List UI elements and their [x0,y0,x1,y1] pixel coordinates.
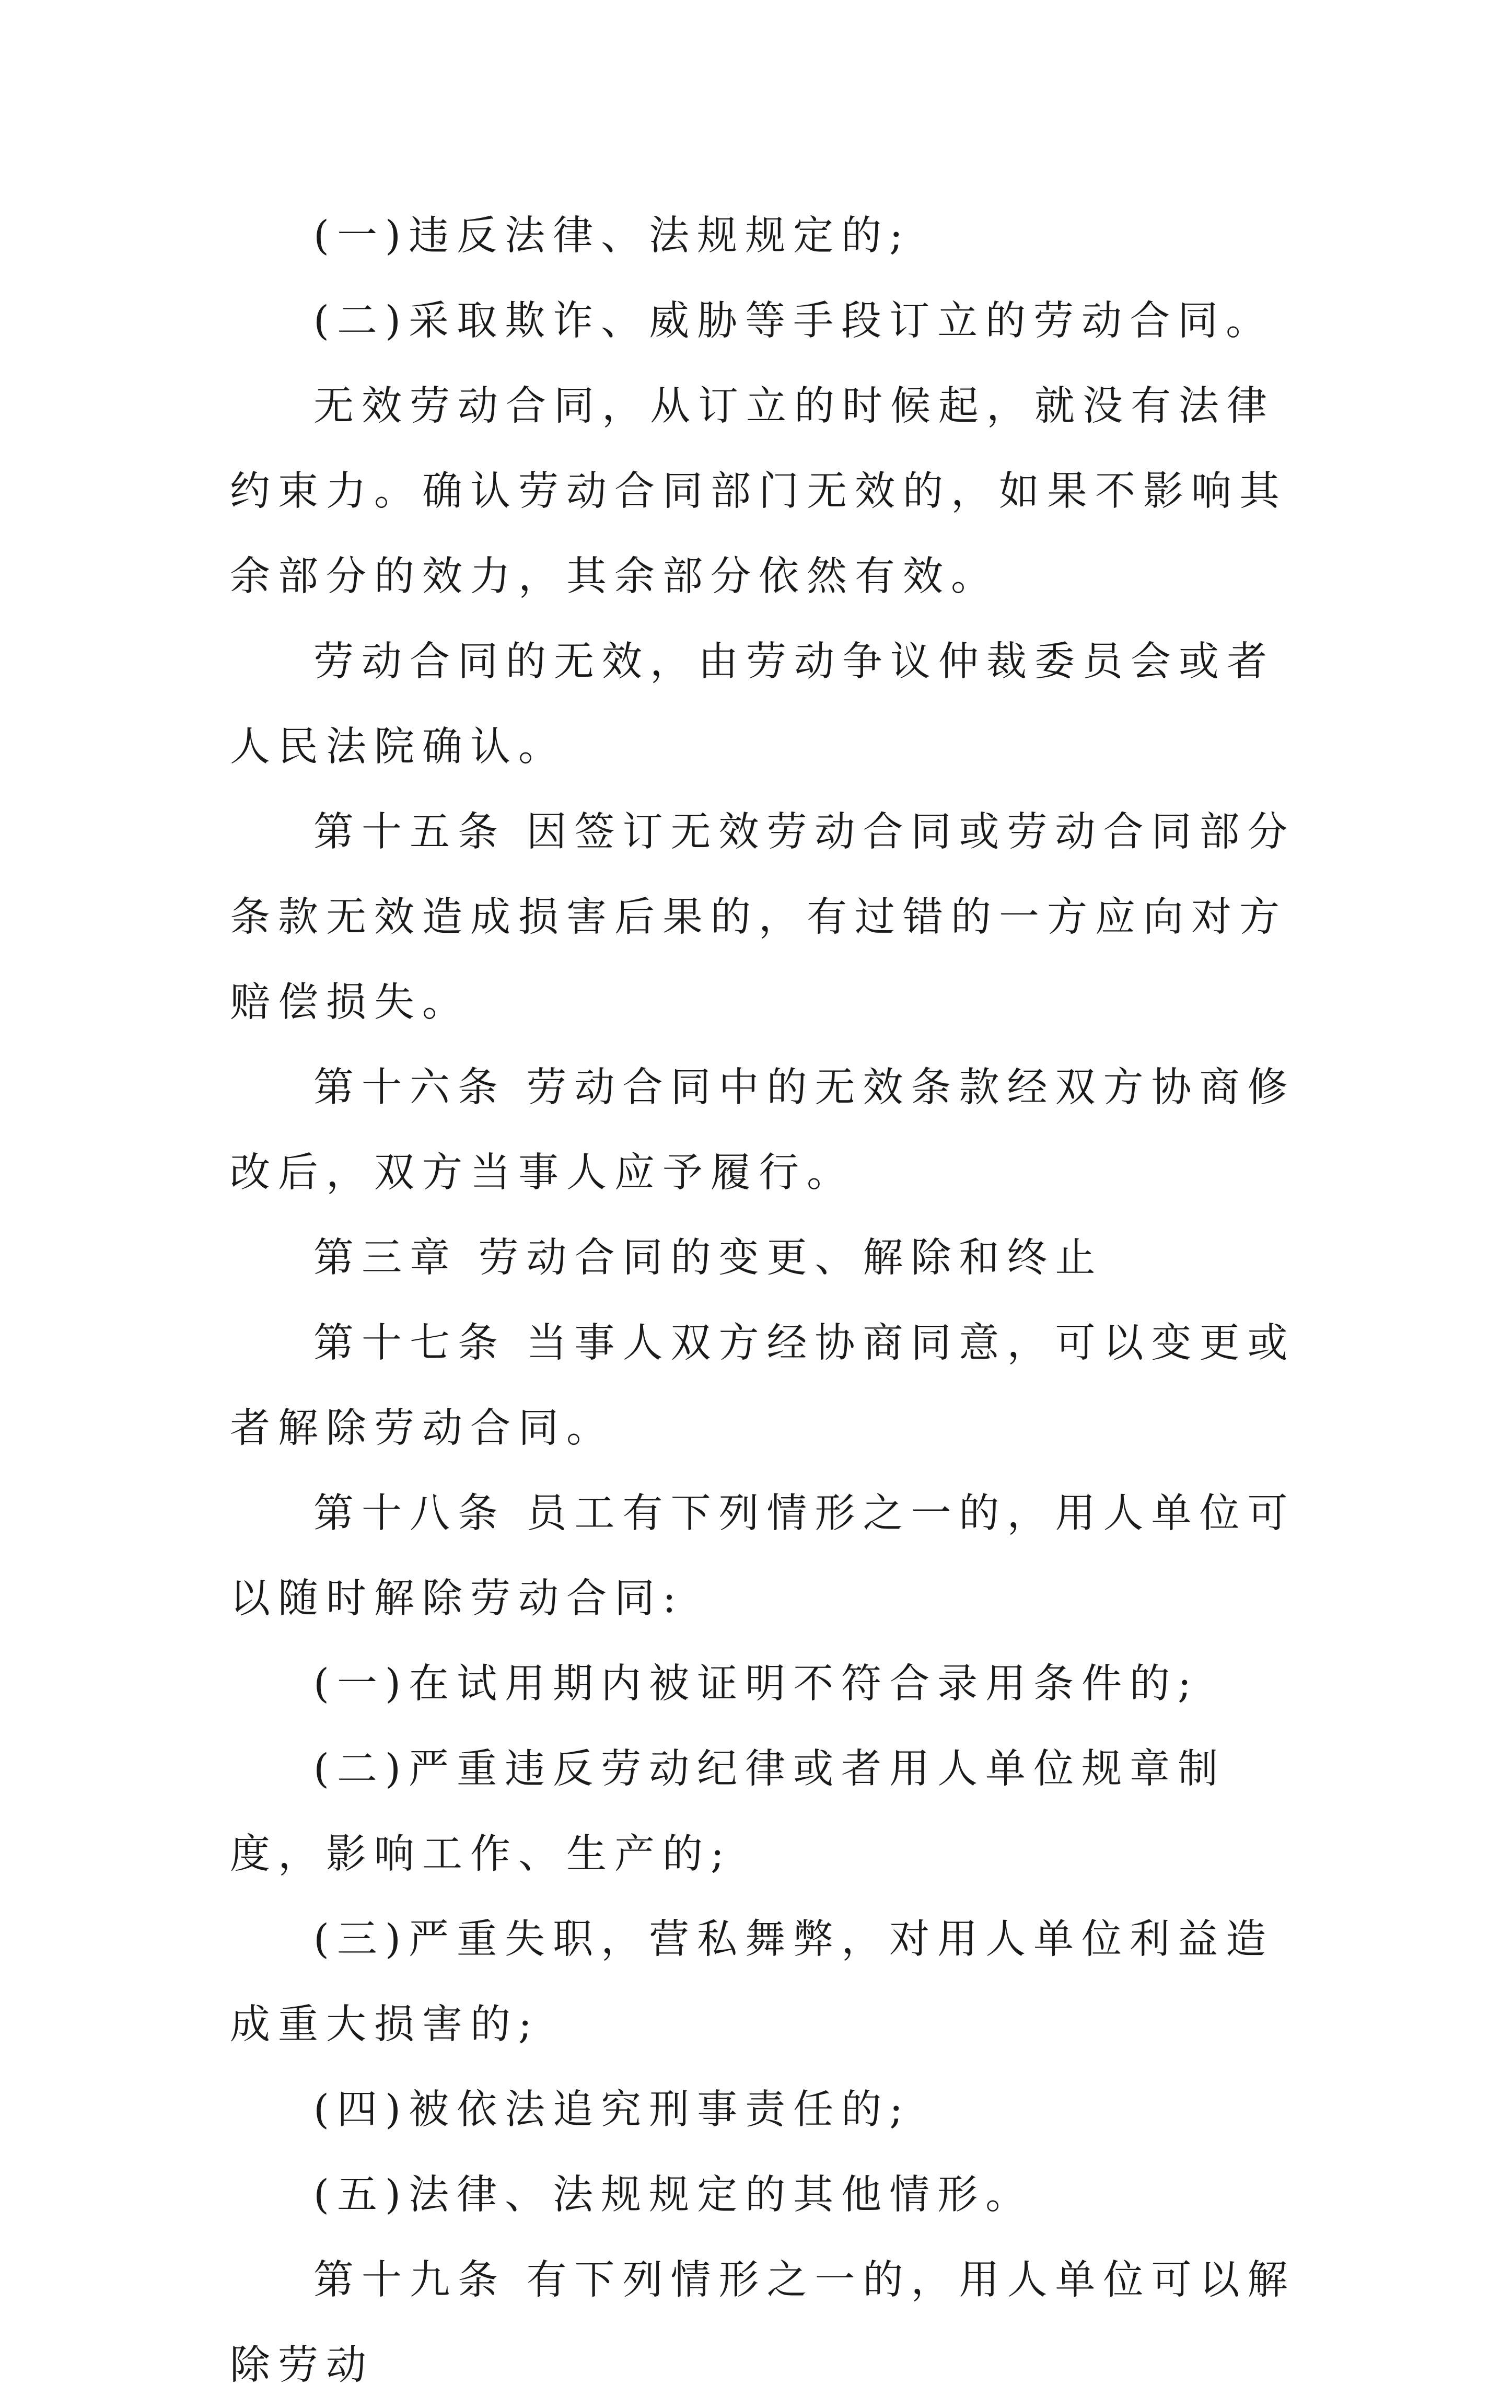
article-18-item-4: (四)被依法追究刑事责任的; [313,2087,911,2133]
article-17: 第十七条 当事人双方经协商同意，可以变更或者解除劳动合同。 [230,1320,1296,1452]
article-18-item-3: (三)严重失职，营私舞弊，对用人单位利益造成重大损害的; [230,1916,1274,2048]
article-18-item-1: (一)在试用期内被证明不符合录用条件的; [313,1661,1200,1707]
article-18-item-5: (五)法律、法规规定的其他情形。 [313,2172,1034,2218]
article-18: 第十八条 员工有下列情形之一的，用人单位可以随时解除劳动合同: [230,1490,1296,1622]
article-16: 第十六条 劳动合同中的无效条款经双方协商修改后，双方当事人应予履行。 [230,1064,1296,1196]
paragraph-item-2: (二)采取欺诈、威胁等手段订立的劳动合同。 [313,298,1274,344]
document-body [230,193,1296,2408]
article-15: 第十五条 因签订无效劳动合同或劳动合同部分条款无效造成损害后果的，有过错的一方应向对方赔偿损失。 [230,809,1296,1026]
paragraph-item-1: (一)违反法律、法规规定的; [313,213,911,259]
article-18-item-2: (二)严重违反劳动纪律或者用人单位规章制度，影响工作、生产的; [230,1746,1226,1878]
paragraph-invalid-contract: 无效劳动合同，从订立的时候起，就没有法律约束力。确认劳动合同部门无效的，如果不影响其余部分的效力，其余部分依然有效。 [230,383,1287,600]
chapter-3-heading: 第三章 劳动合同的变更、解除和终止 [313,1235,1103,1281]
article-19: 第十九条 有下列情形之一的，用人单位可以解除劳动 [230,2257,1296,2389]
paragraph-invalid-confirmation: 劳动合同的无效，由劳动争议仲裁委员会或者人民法院确认。 [230,639,1275,770]
